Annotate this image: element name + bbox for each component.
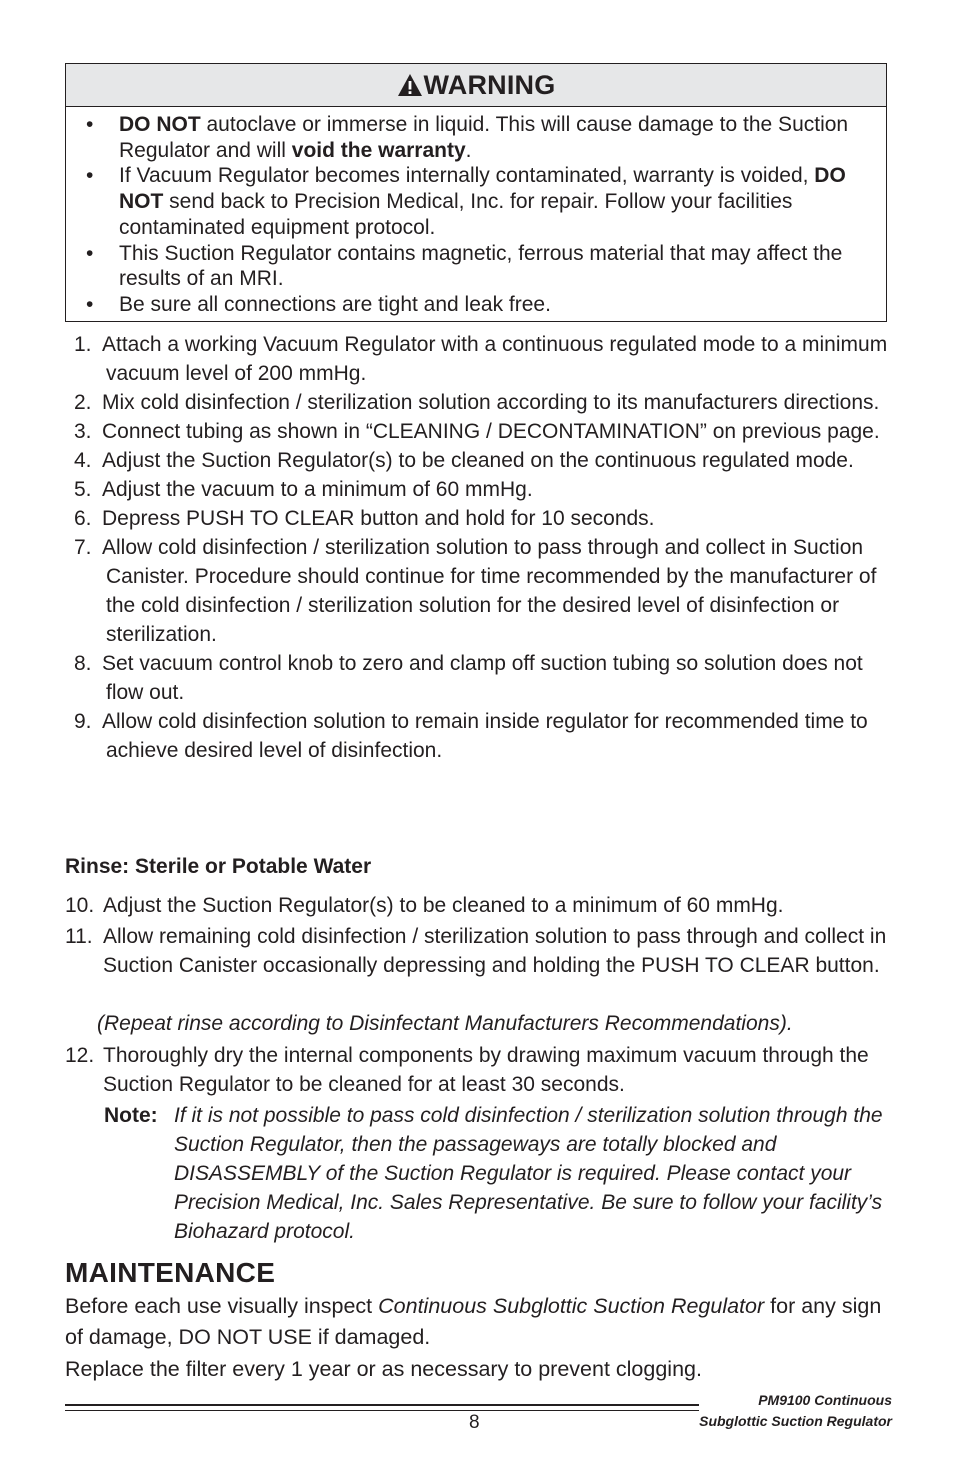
maintenance-text: for any sign of damage, DO NOT USE if damaged.	[65, 1294, 882, 1349]
step-text: Connect tubing as shown in “CLEANING / DECONTAMINATION” on previous page.	[102, 420, 880, 443]
bullet: •	[86, 113, 94, 136]
step-text: Allow cold disinfection / sterilization solution to pass through and collect in Suction Canister. Procedure should continue for time recommended by the manufacturer of the cold disinfection / sterilization solution for the desired level of disinfection or sterilization.	[102, 536, 877, 646]
filter-instruction: Replace the filter every 1 year or as necessary to prevent clogging.	[65, 1357, 702, 1381]
note-label: Note:	[104, 1104, 158, 1127]
procedure-steps	[74, 330, 904, 765]
step-number: 9.	[74, 710, 92, 733]
warning-title: WARNING	[423, 69, 556, 100]
warning-text: This Suction Regulator contains magnetic, ferrous material that may affect the results of an MRI.	[119, 241, 843, 291]
step-item	[74, 533, 904, 649]
step-number: 4.	[74, 449, 92, 472]
rinse-step-10	[65, 891, 905, 920]
bullet: •	[86, 292, 94, 316]
step-number: 2.	[74, 391, 92, 414]
step-number: 8.	[74, 652, 92, 675]
step-item	[74, 330, 904, 388]
step-item	[65, 891, 905, 920]
step-number: 6.	[74, 507, 92, 530]
footer-rule	[65, 1404, 699, 1406]
step-text: Allow cold disinfection solution to remain inside regulator for recommended time to achieve desired level of disinfection.	[102, 710, 868, 762]
step-item	[74, 475, 904, 504]
warning-text: .	[465, 138, 472, 162]
step-item	[74, 388, 904, 417]
warning-bold-text: void the warranty	[291, 138, 466, 162]
warning-text: Be sure all connections are tight and leak free.	[119, 292, 551, 316]
warning-triangle-icon	[397, 73, 423, 97]
warning-box	[65, 63, 887, 322]
step-item	[74, 504, 904, 533]
step-item	[65, 922, 905, 980]
step-text: Allow remaining cold disinfection / sterilization solution to pass through and collect in Suction Canister occasionally depressing and holding the PUSH TO CLEAR button.	[103, 925, 887, 977]
step-item	[74, 707, 904, 765]
maintenance-heading: MAINTENANCE	[65, 1257, 276, 1288]
page-number: 8	[469, 1412, 480, 1433]
footer-title-line: Subglottic Suction Regulator	[699, 1413, 892, 1429]
rinse-step-12	[65, 1041, 905, 1099]
warning-bold-text: DO NOT	[119, 164, 846, 214]
warning-bold-text: DO NOT	[119, 113, 201, 136]
step-number: 10.	[65, 894, 95, 917]
warning-text: autoclave or immerse in liquid. This will cause damage to the Suction Regulator and will	[119, 113, 849, 162]
maintenance-text: Before each use visually inspect	[65, 1294, 379, 1318]
footer-title-text: Continuous	[810, 1392, 892, 1408]
step-number: 7.	[74, 536, 92, 559]
step-text: Thoroughly dry the internal components by drawing maximum vacuum through the Suction Regulator to be cleaned for at least 30 seconds.	[103, 1044, 869, 1096]
bullet: •	[86, 164, 94, 188]
rinse-heading: Rinse: Sterile or Potable Water	[65, 855, 372, 878]
warning-item	[66, 163, 886, 240]
footer-product-title	[699, 1390, 892, 1432]
step-item	[74, 649, 904, 707]
warning-list	[66, 112, 886, 318]
note-text: If it is not possible to pass cold disinfection / sterilization solution through the Suction Regulator, then the passageways are totally blocked and DISASSEMBLY of the Suction Regulator is required. Please contact your Precision Medical, Inc. Sales Representative. Be sure to follow your facility’s Biohazard protocol.	[174, 1104, 883, 1243]
maintenance-paragraph	[65, 1291, 905, 1353]
step-number: 5.	[74, 478, 92, 501]
step-text: Adjust the vacuum to a minimum of 60 mmHg.	[102, 478, 533, 501]
step-number: 11.	[65, 925, 93, 948]
footer-rule	[65, 1410, 699, 1411]
footer-title-line	[699, 1390, 892, 1411]
warning-text: send back to Precision Medical, Inc. for repair. Follow your facilities contaminated equipment protocol.	[119, 190, 793, 239]
step-item	[74, 446, 904, 475]
step-text: Set vacuum control knob to zero and clamp off suction tubing so solution does not flow out.	[102, 652, 863, 704]
step-text: Adjust the Suction Regulator(s) to be cleaned to a minimum of 60 mmHg.	[103, 894, 784, 917]
rinse-step-11	[65, 922, 905, 980]
step-text: Depress PUSH TO CLEAR button and hold for 10 seconds.	[102, 507, 655, 530]
step-text: Adjust the Suction Regulator(s) to be cleaned on the continuous regulated mode.	[102, 449, 854, 472]
step-text: Mix cold disinfection / sterilization solution according to its manufacturers directions.	[102, 391, 880, 414]
step-number: 3.	[74, 420, 92, 443]
warning-text: If Vacuum Regulator becomes internally contaminated, warranty is voided,	[119, 164, 815, 188]
model-number: PM9100	[758, 1392, 811, 1408]
step-item	[74, 417, 904, 446]
bullet: •	[86, 241, 94, 265]
repeat-rinse-note: (Repeat rinse according to Disinfectant Manufacturers Recommendations).	[97, 1012, 793, 1035]
step-number: 12.	[65, 1044, 95, 1067]
warning-item	[66, 241, 886, 292]
warning-item	[66, 292, 886, 318]
product-name: Continuous Subglottic Suction Regulator	[378, 1294, 765, 1318]
step-item	[65, 1041, 905, 1099]
step-text: Attach a working Vacuum Regulator with a continuous regulated mode to a minimum vacuum level of 200 mmHg.	[102, 333, 888, 385]
step-number: 1.	[74, 333, 92, 356]
warning-item	[66, 112, 886, 163]
warning-header	[66, 64, 886, 107]
